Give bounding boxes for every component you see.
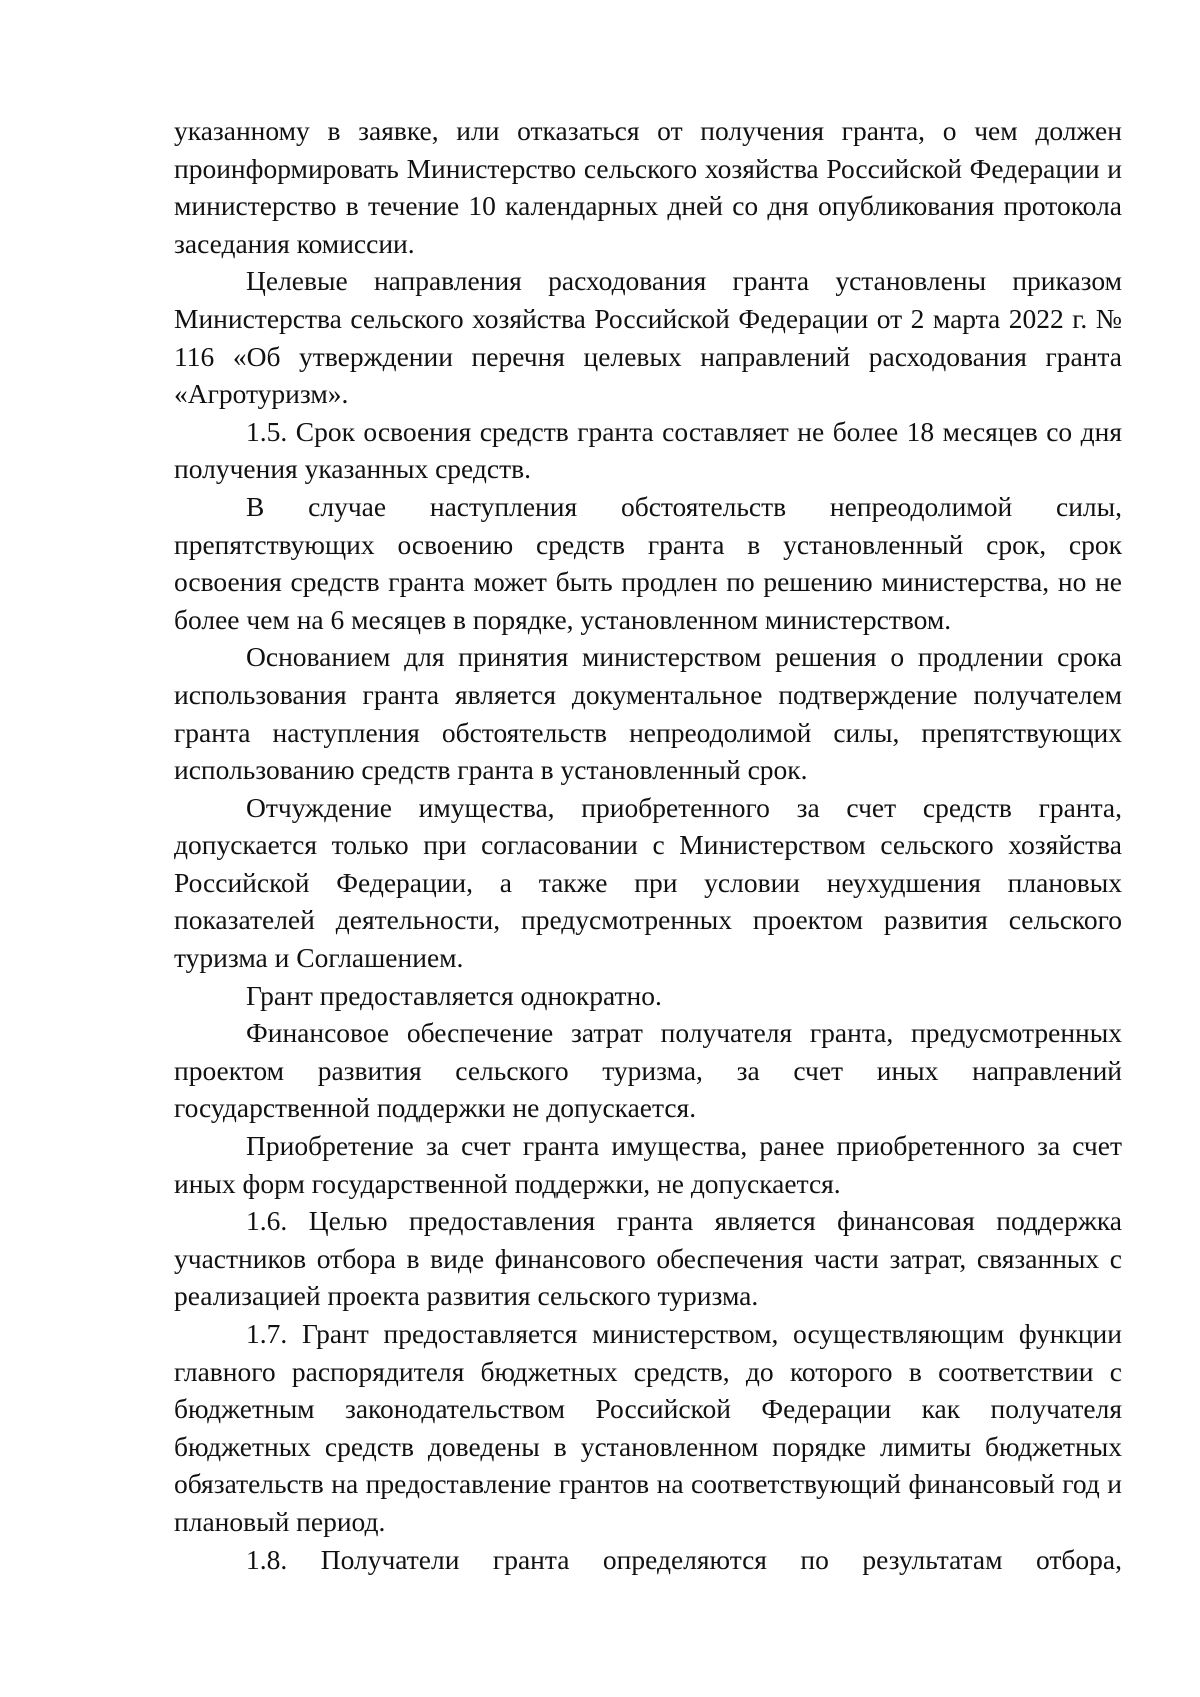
paragraph-financing-restriction: Финансовое обеспечение затрат получателя гранта, предусмотренных проектом развития сельского туризма, за счет иных направлений государственной поддержки не допускается. xyxy=(174,1017,1122,1124)
paragraph-property-alienation: Отчуждение имущества, приобретенного за счет средств гранта, допускается только при согласовании с Министерством сельского хозяйства Российской Федерации, а также при условии неухудшения плановых показателей деятельности, предусмотренных проектом развития сельского туризма и Соглашением. xyxy=(174,791,1122,974)
document-body xyxy=(174,112,1122,1578)
paragraph-1-7-grant-provider: 1.7. Грант предоставляется министерством, осуществляющим функции главного распорядителя бюджетных средств, до которого в соответствии с бюджетным законодательством Российской Федерации как получателя бюджетных средств доведены в установленном порядке лимиты бюджетных обязательств на предоставление грантов на соответствующий финансовый год и плановый период. xyxy=(174,1318,1122,1537)
paragraph-force-majeure: В случае наступления обстоятельств непреодолимой силы, препятствующих освоению средств гранта в установленный срок, срок освоения средств гранта может быть продлен по решению министерства, но не более чем на 6 месяцев в порядке, установленном министерством. xyxy=(174,490,1122,635)
paragraph-property-acquisition: Приобретение за счет гранта имущества, ранее приобретенного за счет иных форм государственной поддержки, не допускается. xyxy=(174,1130,1122,1199)
paragraph-1-5-usage-term: 1.5. Срок освоения средств гранта составляет не более 18 месяцев со дня получения указанных средств. xyxy=(174,415,1122,485)
paragraph-grant-refusal: указанному в заявке, или отказаться от получения гранта, о чем должен проинформировать Министерство сельского хозяйства Российской Федерации и министерство в течение 10 календарных дней со дня опубликования протокола заседания комиссии. xyxy=(174,115,1122,259)
paragraph-target-directions: Целевые направления расходования гранта установлены приказом Министерства сельского хозяйства Российской Федерации от 2 марта 2022 г. № 116 «Об утверждении перечня целевых направлений расходования гранта «Агротуризм». xyxy=(174,265,1122,410)
paragraph-1-8-grant-recipients: 1.8. Получатели гранта определяются по результатам отбора, xyxy=(246,1543,1122,1575)
paragraph-extension-basis: Основанием для принятия министерством решения о продлении срока использования гранта является документальное подтверждение получателем гранта наступления обстоятельств непреодолимой силы, препятствующих использованию средств гранта в установленный срок. xyxy=(174,641,1122,786)
paragraph-one-time-grant: Грант предоставляется однократно. xyxy=(246,979,662,1011)
paragraph-1-6-grant-purpose: 1.6. Целью предоставления гранта является финансовая поддержка участников отбора в виде финансового обеспечения части затрат, связанных с реализацией проекта развития сельского туризма. xyxy=(174,1205,1122,1312)
